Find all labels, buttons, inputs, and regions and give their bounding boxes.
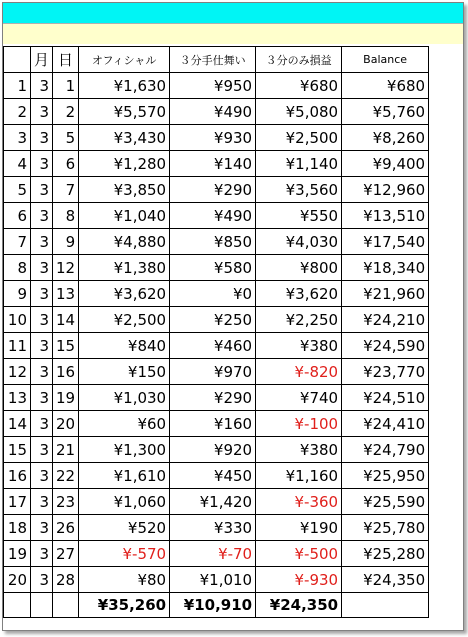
cell-balance: ¥17,540 [342,229,429,255]
cell-three-min-exit: ¥450 [170,463,256,489]
header-month: 月 [31,47,53,73]
cell-day: 8 [53,203,79,229]
cell-three-min-pl: ¥3,620 [256,281,342,307]
cell-three-min-exit: ¥0 [170,281,256,307]
cell-official: ¥520 [79,515,170,541]
cell-three-min-pl: ¥3,560 [256,177,342,203]
cell-three-min-exit: ¥-70 [170,541,256,567]
cell-three-min-exit: ¥1,420 [170,489,256,515]
totals-index [4,593,31,618]
cell-three-min-pl: ¥2,250 [256,307,342,333]
cell-official: ¥1,380 [79,255,170,281]
table-row [4,255,429,281]
header-index [4,47,31,73]
table-row [4,385,429,411]
cell-month: 3 [31,359,53,385]
cell-balance: ¥12,960 [342,177,429,203]
cell-balance: ¥8,260 [342,125,429,151]
cell-balance: ¥9,400 [342,151,429,177]
row-index: 14 [4,411,31,437]
cell-three-min-exit: ¥950 [170,73,256,99]
cell-official: ¥150 [79,359,170,385]
cell-three-min-exit: ¥160 [170,411,256,437]
cell-official: ¥80 [79,567,170,593]
cell-month: 3 [31,177,53,203]
cell-day: 13 [53,281,79,307]
row-index: 2 [4,99,31,125]
cell-official: ¥-570 [79,541,170,567]
cell-three-min-exit: ¥850 [170,229,256,255]
cell-month: 3 [31,281,53,307]
header-three-min-pl: ３分のみ損益 [256,47,342,73]
cell-day: 14 [53,307,79,333]
table-row [4,489,429,515]
cell-official: ¥2,500 [79,307,170,333]
cell-three-min-pl: ¥-930 [256,567,342,593]
cell-month: 3 [31,463,53,489]
header-row [4,47,429,73]
cell-three-min-pl: ¥680 [256,73,342,99]
cell-official: ¥3,430 [79,125,170,151]
cell-three-min-exit: ¥290 [170,385,256,411]
row-index: 7 [4,229,31,255]
cell-three-min-exit: ¥970 [170,359,256,385]
cell-three-min-pl: ¥-500 [256,541,342,567]
cell-official: ¥1,610 [79,463,170,489]
cell-official: ¥1,030 [79,385,170,411]
cell-balance: ¥24,790 [342,437,429,463]
table-row [4,437,429,463]
total-three-min-pl: ¥24,350 [256,593,342,618]
cell-day: 16 [53,359,79,385]
cell-three-min-pl: ¥-360 [256,489,342,515]
cell-day: 6 [53,151,79,177]
cell-day: 1 [53,73,79,99]
cell-month: 3 [31,411,53,437]
cell-month: 3 [31,73,53,99]
cell-official: ¥1,630 [79,73,170,99]
row-index: 10 [4,307,31,333]
cell-day: 23 [53,489,79,515]
header-three-min-exit: ３分手仕舞い [170,47,256,73]
cell-three-min-pl: ¥800 [256,255,342,281]
cell-three-min-exit: ¥920 [170,437,256,463]
table-row [4,281,429,307]
row-index: 20 [4,567,31,593]
row-index: 1 [4,73,31,99]
table-row [4,567,429,593]
cell-balance: ¥680 [342,73,429,99]
cell-three-min-pl: ¥2,500 [256,125,342,151]
row-index: 6 [4,203,31,229]
row-index: 5 [4,177,31,203]
cell-month: 3 [31,99,53,125]
total-three-min-exit: ¥10,910 [170,593,256,618]
spreadsheet [2,2,464,631]
cell-day: 26 [53,515,79,541]
cell-day: 15 [53,333,79,359]
row-index: 11 [4,333,31,359]
title-band [3,3,463,23]
totals-day [53,593,79,618]
cell-official: ¥3,850 [79,177,170,203]
cell-balance: ¥24,510 [342,385,429,411]
cell-balance: ¥5,760 [342,99,429,125]
cell-balance: ¥24,210 [342,307,429,333]
cell-three-min-exit: ¥490 [170,99,256,125]
table-body [4,73,429,593]
cell-three-min-pl: ¥740 [256,385,342,411]
cell-balance: ¥23,770 [342,359,429,385]
cell-three-min-exit: ¥250 [170,307,256,333]
cell-month: 3 [31,151,53,177]
cell-day: 20 [53,411,79,437]
table-row [4,307,429,333]
cell-three-min-pl: ¥380 [256,437,342,463]
cell-day: 5 [53,125,79,151]
trades-table [3,46,429,618]
cell-three-min-exit: ¥490 [170,203,256,229]
cell-official: ¥3,620 [79,281,170,307]
table-row [4,151,429,177]
row-index: 18 [4,515,31,541]
cell-day: 27 [53,541,79,567]
cell-three-min-pl: ¥5,080 [256,99,342,125]
cell-three-min-pl: ¥-100 [256,411,342,437]
table-row [4,541,429,567]
table-row [4,125,429,151]
cell-month: 3 [31,437,53,463]
cell-day: 9 [53,229,79,255]
totals-row [4,593,429,618]
cell-official: ¥1,040 [79,203,170,229]
cell-official: ¥1,280 [79,151,170,177]
cell-three-min-pl: ¥190 [256,515,342,541]
cell-month: 3 [31,541,53,567]
row-index: 12 [4,359,31,385]
cell-official: ¥840 [79,333,170,359]
cell-month: 3 [31,203,53,229]
total-official: ¥35,260 [79,593,170,618]
cell-three-min-exit: ¥330 [170,515,256,541]
table-row [4,73,429,99]
cell-three-min-pl: ¥1,140 [256,151,342,177]
table-row [4,359,429,385]
row-index: 3 [4,125,31,151]
cell-three-min-pl: ¥4,030 [256,229,342,255]
cell-three-min-pl: ¥-820 [256,359,342,385]
table-row [4,515,429,541]
cell-official: ¥4,880 [79,229,170,255]
row-index: 16 [4,463,31,489]
cell-three-min-exit: ¥460 [170,333,256,359]
cell-three-min-exit: ¥290 [170,177,256,203]
total-balance [342,593,429,618]
row-index: 9 [4,281,31,307]
table-row [4,333,429,359]
cell-balance: ¥25,280 [342,541,429,567]
cell-day: 21 [53,437,79,463]
subtitle-band [3,23,463,44]
cell-month: 3 [31,125,53,151]
row-index: 13 [4,385,31,411]
row-index: 15 [4,437,31,463]
cell-month: 3 [31,515,53,541]
cell-month: 3 [31,567,53,593]
cell-month: 3 [31,489,53,515]
cell-balance: ¥25,780 [342,515,429,541]
table-row [4,177,429,203]
header-day: 日 [53,47,79,73]
row-index: 19 [4,541,31,567]
cell-official: ¥5,570 [79,99,170,125]
cell-three-min-exit: ¥930 [170,125,256,151]
cell-month: 3 [31,333,53,359]
header-official: オフィシャル [79,47,170,73]
cell-three-min-exit: ¥580 [170,255,256,281]
table-row [4,411,429,437]
table-row [4,229,429,255]
cell-three-min-exit: ¥1,010 [170,567,256,593]
cell-balance: ¥25,950 [342,463,429,489]
totals-month [31,593,53,618]
header-balance: Balance [342,47,429,73]
cell-three-min-pl: ¥1,160 [256,463,342,489]
cell-day: 19 [53,385,79,411]
cell-month: 3 [31,229,53,255]
cell-official: ¥1,300 [79,437,170,463]
cell-day: 2 [53,99,79,125]
cell-balance: ¥25,590 [342,489,429,515]
cell-day: 7 [53,177,79,203]
row-index: 4 [4,151,31,177]
cell-month: 3 [31,385,53,411]
cell-three-min-pl: ¥550 [256,203,342,229]
cell-month: 3 [31,307,53,333]
cell-balance: ¥13,510 [342,203,429,229]
row-index: 17 [4,489,31,515]
cell-three-min-exit: ¥140 [170,151,256,177]
cell-month: 3 [31,255,53,281]
cell-balance: ¥24,590 [342,333,429,359]
cell-day: 28 [53,567,79,593]
table-row [4,203,429,229]
row-index: 8 [4,255,31,281]
cell-balance: ¥18,340 [342,255,429,281]
cell-official: ¥60 [79,411,170,437]
cell-three-min-pl: ¥380 [256,333,342,359]
cell-day: 22 [53,463,79,489]
cell-official: ¥1,060 [79,489,170,515]
table-row [4,463,429,489]
cell-balance: ¥24,350 [342,567,429,593]
table-row [4,99,429,125]
cell-balance: ¥24,410 [342,411,429,437]
cell-day: 12 [53,255,79,281]
cell-balance: ¥21,960 [342,281,429,307]
